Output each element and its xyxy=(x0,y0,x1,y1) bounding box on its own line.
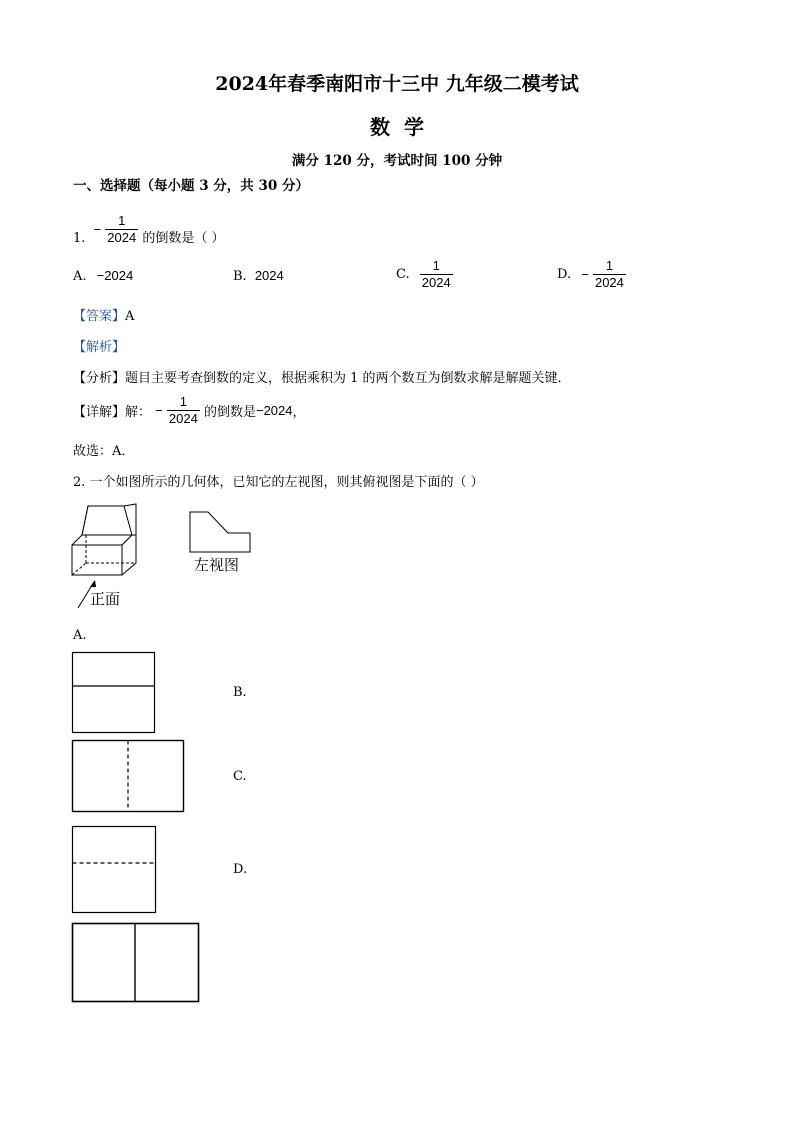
option-a xyxy=(73,268,133,284)
fraction-denominator: 2024 xyxy=(107,230,137,245)
subject-title: 数学 xyxy=(370,115,438,139)
answer-tag: 【答案】 xyxy=(73,309,126,324)
exam-title: 2024年春季南阳市十三中 九年级二模考试 xyxy=(215,73,579,95)
option-b-label: B. xyxy=(233,269,247,284)
fraction xyxy=(593,258,626,291)
question-1-text: 的倒数是（ ） xyxy=(142,231,225,246)
q2-option-b-label: B. xyxy=(233,685,247,700)
fraction-denominator: 2024 xyxy=(168,411,198,426)
figure-outline xyxy=(73,827,156,913)
fraction xyxy=(105,213,138,246)
figure-outline xyxy=(73,653,155,733)
answer-value: A xyxy=(125,309,135,324)
option-b xyxy=(233,268,284,284)
option-c xyxy=(396,258,453,291)
q2-option-d-label: D. xyxy=(233,862,248,877)
fraction-numerator: 1 xyxy=(118,213,126,228)
left-view-label: 左视图 xyxy=(194,556,240,574)
option-a-figure xyxy=(71,651,157,735)
fraction-numerator: 1 xyxy=(179,394,187,409)
detail-value: −2024 xyxy=(255,403,293,418)
exam-info: 满分 120 分，考试时间 100 分钟 xyxy=(291,153,503,169)
q2-option-a-label: A. xyxy=(73,628,87,643)
option-a-value: −2024 xyxy=(96,268,134,283)
front-label: 正面 xyxy=(90,590,121,608)
minus-sign: − xyxy=(155,403,163,418)
section-heading: 一、选择题（每小题 3 分，共 30 分） xyxy=(73,178,309,194)
fenxi-line xyxy=(73,367,571,386)
detail-end: ， xyxy=(292,405,306,420)
fraction xyxy=(420,258,453,291)
detail-prefix: 解： xyxy=(125,405,152,420)
minus-sign: − xyxy=(93,222,102,237)
option-d xyxy=(557,258,626,291)
analysis-tag: 【解析】 xyxy=(73,340,126,355)
fraction xyxy=(167,394,200,427)
answer-line xyxy=(73,305,134,324)
minus-sign: − xyxy=(581,267,589,282)
question-number: 1. xyxy=(73,231,86,246)
right-face-edge xyxy=(122,535,136,575)
arrow-head-icon xyxy=(90,580,96,587)
option-b-figure xyxy=(71,739,186,813)
detail-tag: 【详解】 xyxy=(73,405,126,420)
option-c-figure xyxy=(71,825,158,915)
analysis-line xyxy=(73,336,125,355)
fraction-denominator: 2024 xyxy=(421,275,451,290)
choose-line: 故选：A． xyxy=(73,444,135,459)
fenxi-text: 题目主要考查倒数的定义，根据乘积为 1 的两个数互为倒数求解是解题关键． xyxy=(125,371,571,386)
detail-line xyxy=(73,394,306,427)
front-face-edge xyxy=(72,545,122,575)
top-edge xyxy=(72,535,132,545)
question-1-stem xyxy=(73,213,224,246)
fraction-numerator: 1 xyxy=(605,258,614,273)
option-c-label: C. xyxy=(396,267,410,282)
detail-suffix: 的倒数是 xyxy=(203,405,256,420)
q2-option-c-label: C. xyxy=(233,769,247,784)
fraction-numerator: 1 xyxy=(432,258,440,273)
slanted-panel-edge xyxy=(82,506,132,535)
option-b-value: 2024 xyxy=(254,268,284,283)
option-a-label: A. xyxy=(73,269,87,284)
option-d-figure xyxy=(71,922,201,1004)
option-d-label: D. xyxy=(557,267,572,282)
hidden-edge xyxy=(72,563,86,575)
left-view-figure xyxy=(188,510,252,554)
question-2-stem: 2. 一个如图所示的几何体，已知它的左视图，则其俯视图是下面的（ ） xyxy=(73,475,484,490)
fenxi-tag: 【分析】 xyxy=(73,371,126,386)
panel-side-edge xyxy=(124,504,136,535)
left-view-outline xyxy=(190,512,250,552)
fraction-denominator: 2024 xyxy=(594,275,624,290)
